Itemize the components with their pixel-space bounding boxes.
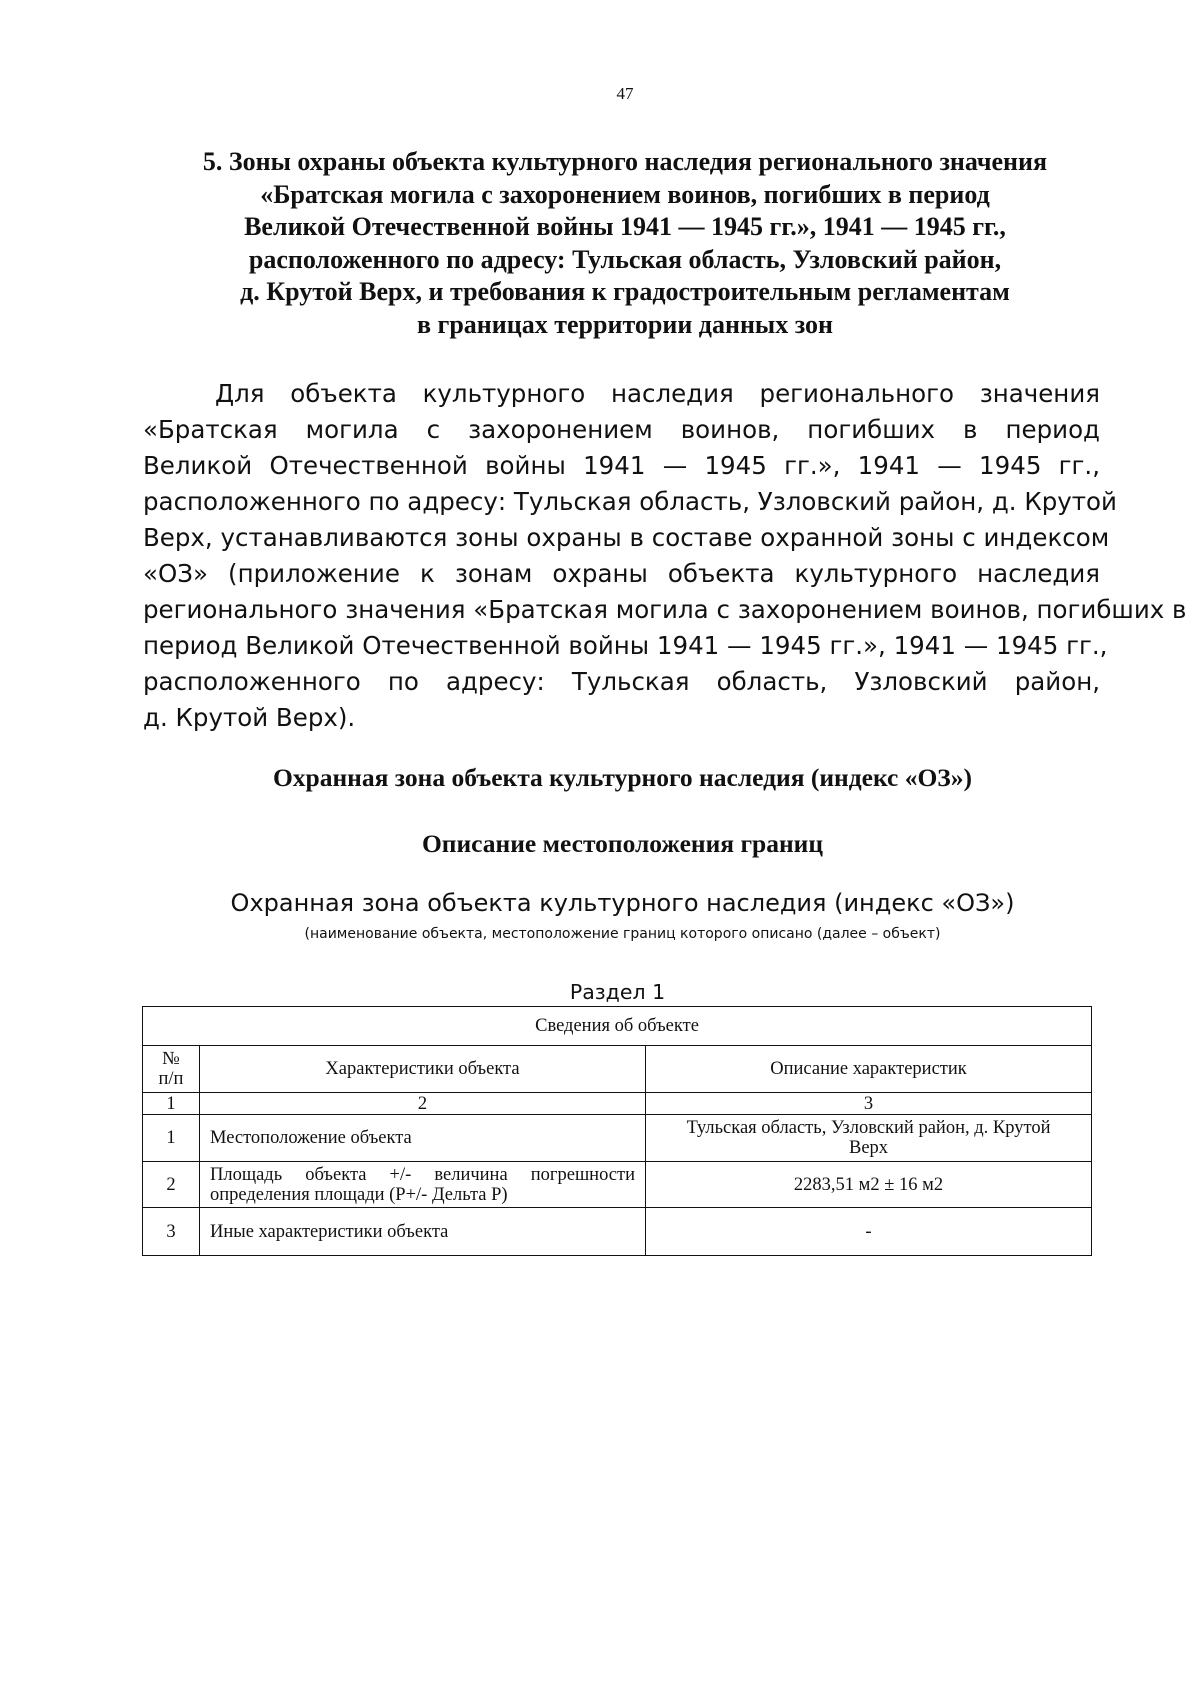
paragraph-line: «Братская могила с захоронением воинов, погибших в период	[143, 415, 1100, 444]
column-number: 2	[200, 1093, 646, 1115]
table-title-row	[143, 1007, 1092, 1046]
column-number: 1	[143, 1093, 200, 1115]
section-title	[150, 146, 1100, 341]
section-title-line: 5. Зоны охраны объекта культурного наследия регионального значения	[202, 147, 1048, 176]
header-characteristics: Характеристики объекта	[200, 1046, 646, 1093]
row-characteristic	[200, 1162, 646, 1208]
paragraph-line: Верх, устанавливаются зоны охраны в составе охранной зоны с индексом	[143, 523, 1110, 552]
paragraph-line: расположенного по адресу: Тульская область, Узловский район,	[143, 667, 1100, 696]
row-characteristic-line: Площадь объекта +/- величина погрешности	[210, 1164, 635, 1185]
row-description: -	[646, 1208, 1092, 1256]
page-number: 47	[616, 84, 634, 103]
row-description: 2283,51 м2 ± 16 м2	[646, 1162, 1092, 1208]
object-name: Охранная зона объекта культурного наследия (индекс «ОЗ»)	[230, 889, 1015, 917]
row-characteristic: Иные характеристики объекта	[200, 1208, 646, 1256]
paragraph-line: расположенного по адресу: Тульская область, Узловский район, д. Крутой	[143, 487, 1117, 516]
paragraph-line: Для объекта культурного наследия регионального значения	[215, 379, 1100, 408]
table-title: Сведения об объекте	[143, 1007, 1092, 1046]
column-number: 3	[646, 1093, 1092, 1115]
row-description-line: Тульская область, Узловский район, д. Крутой	[686, 1118, 1051, 1138]
table-header-row	[143, 1046, 1092, 1093]
object-name-note: (наименование объекта, местоположение границ которого описано (далее – объект)	[304, 926, 941, 942]
section-title-line: в границах территории данных зон	[417, 309, 833, 339]
row-num: 2	[143, 1162, 200, 1208]
zone-heading: Охранная зона объекта культурного наследия (индекс «ОЗ»)	[272, 763, 973, 792]
table-row	[143, 1162, 1092, 1208]
paragraph-line: Великой Отечественной войны 1941 — 1945 гг.», 1941 — 1945 гг.,	[143, 451, 1100, 480]
section-title-line: расположенного по адресу: Тульская область, Узловский район,	[248, 244, 1002, 274]
table-row	[143, 1208, 1092, 1256]
row-characteristic-line: определения площади (Р+/- Дельта Р)	[210, 1184, 508, 1205]
section-label: Раздел 1	[569, 980, 666, 1004]
row-num: 1	[143, 1115, 200, 1162]
paragraph-line: период Великой Отечественной войны 1941 — 1945 гг.», 1941 — 1945 гг.,	[143, 631, 1108, 660]
paragraph-line: д. Крутой Верх).	[143, 703, 356, 732]
paragraph-line: регионального значения «Братская могила с захоронением воинов, погибших в	[143, 595, 1187, 624]
paragraph-line: «ОЗ» (приложение к зонам охраны объекта культурного наследия	[143, 559, 1100, 588]
body-paragraph	[143, 376, 1187, 736]
row-description-line: Верх	[848, 1138, 889, 1158]
description-heading: Описание местоположения границ	[421, 829, 824, 858]
header-num-line1: №	[162, 1049, 180, 1069]
section-title-line: «Братская могила с захоронением воинов, погибших в период	[260, 179, 990, 209]
section-title-line: д. Крутой Верх, и требования к градостроительным регламентам	[240, 277, 1010, 306]
header-num-line2: п/п	[158, 1069, 184, 1089]
row-description	[646, 1115, 1092, 1162]
column-number-row	[143, 1093, 1092, 1115]
section-title-line: Великой Отечественной войны 1941 — 1945 гг.», 1941 — 1945 гг.,	[244, 212, 1006, 241]
header-num	[143, 1046, 200, 1093]
row-characteristic: Местоположение объекта	[200, 1115, 646, 1162]
row-num: 3	[143, 1208, 200, 1256]
table-row	[143, 1115, 1092, 1162]
object-info-table	[142, 1006, 1092, 1256]
header-description: Описание характеристик	[646, 1046, 1092, 1093]
